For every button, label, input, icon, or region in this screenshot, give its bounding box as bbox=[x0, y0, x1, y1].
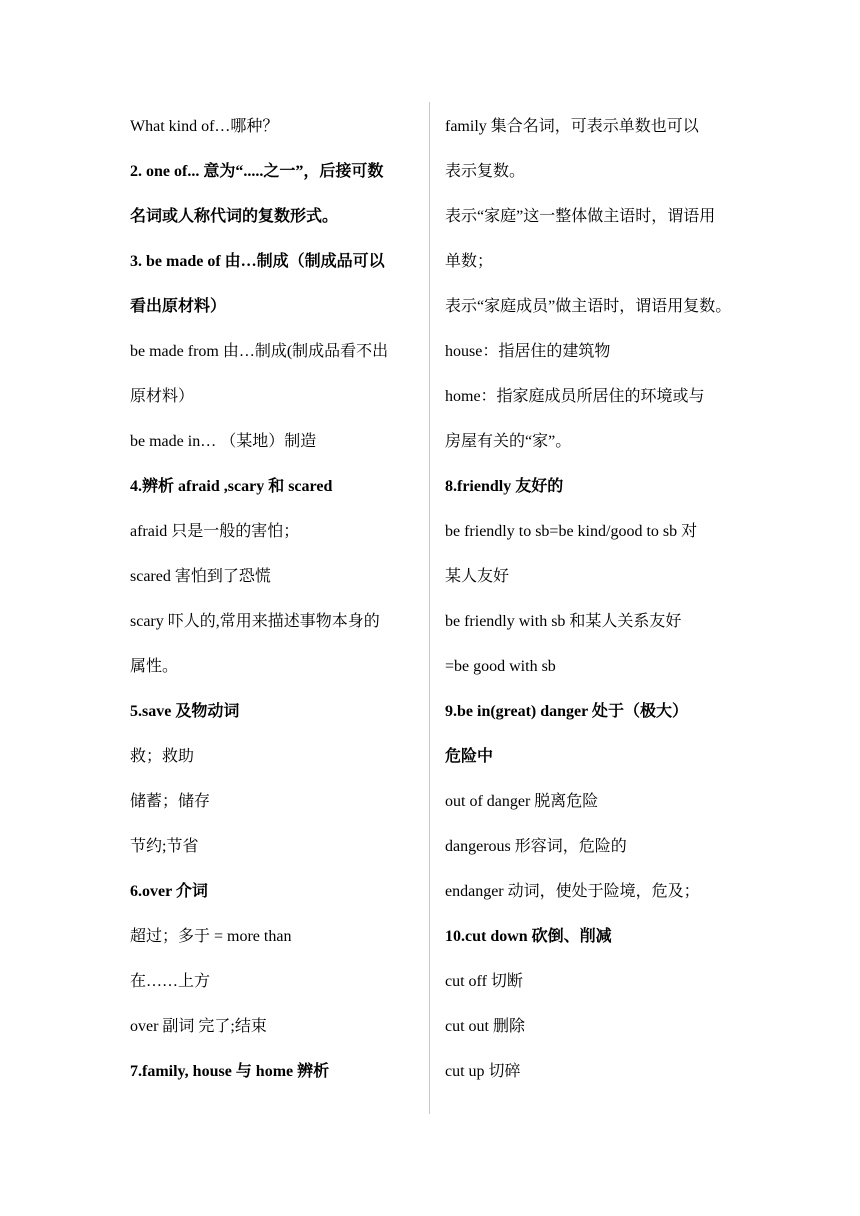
text-line: 超过；多于 = more than bbox=[130, 928, 292, 945]
text-line: 表示复数。 bbox=[445, 163, 526, 180]
left-column bbox=[130, 104, 422, 1094]
section-heading-line: 2. one of... 意为“.....之一”，后接可数 bbox=[130, 163, 384, 180]
text-line: What kind of…哪种？ bbox=[130, 118, 279, 135]
text-line: scary 吓人的,常用来描述事物本身的 bbox=[130, 613, 380, 630]
section-heading-line: 4.辨析 afraid ,scary 和 scared bbox=[130, 478, 333, 495]
right-column bbox=[445, 104, 745, 1094]
text-line: over 副词 完了;结束 bbox=[130, 1018, 267, 1035]
text-line: 节约;节省 bbox=[130, 838, 199, 855]
section-heading-line: 8.friendly 友好的 bbox=[445, 478, 564, 495]
text-line: be friendly to sb=be kind/good to sb 对 bbox=[445, 523, 698, 540]
text-line: 某人友好 bbox=[445, 568, 510, 585]
column-divider bbox=[429, 102, 430, 1114]
text-line: 在……上方 bbox=[130, 973, 211, 990]
text-line: 救；救助 bbox=[130, 748, 195, 765]
section-heading-line: 3. be made of 由…制成（制成品可以 bbox=[130, 253, 385, 270]
text-line: 原材料） bbox=[130, 388, 195, 405]
text-line: scared 害怕到了恐慌 bbox=[130, 568, 271, 585]
text-line: cut off 切断 bbox=[445, 973, 523, 990]
section-heading-line: 5.save 及物动词 bbox=[130, 703, 240, 720]
text-line: 单数； bbox=[445, 253, 494, 270]
text-line: =be good with sb bbox=[445, 658, 556, 675]
section-heading-line: 危险中 bbox=[445, 748, 494, 765]
text-line: be made in… （某地）制造 bbox=[130, 433, 317, 450]
text-line: 表示“家庭成员”做主语时，谓语用复数。 bbox=[445, 298, 732, 315]
text-line: be friendly with sb 和某人关系友好 bbox=[445, 613, 682, 630]
text-line: family 集合名词，可表示单数也可以 bbox=[445, 118, 699, 135]
text-line: house：指居住的建筑物 bbox=[445, 343, 611, 360]
section-heading-line: 10.cut down 砍倒、削减 bbox=[445, 928, 612, 945]
section-heading-line: 6.over 介词 bbox=[130, 883, 208, 900]
text-line: home：指家庭成员所居住的环境或与 bbox=[445, 388, 705, 405]
text-line: 表示“家庭”这一整体做主语时，谓语用 bbox=[445, 208, 716, 225]
text-line: afraid 只是一般的害怕； bbox=[130, 523, 300, 540]
text-line: 属性。 bbox=[130, 658, 179, 675]
section-heading-line: 名词或人称代词的复数形式。 bbox=[130, 208, 339, 225]
section-heading-line: 9.be in(great) danger 处于（极大） bbox=[445, 703, 688, 720]
text-line: cut up 切碎 bbox=[445, 1063, 521, 1080]
text-line: 房屋有关的“家”。 bbox=[445, 433, 572, 450]
text-line: 储蓄；储存 bbox=[130, 793, 211, 810]
text-line: cut out 删除 bbox=[445, 1018, 525, 1035]
section-heading-line: 看出原材料） bbox=[130, 298, 227, 315]
text-line: out of danger 脱离危险 bbox=[445, 793, 599, 810]
text-line: be made from 由…制成(制成品看不出 bbox=[130, 343, 389, 360]
section-heading-line: 7.family, house 与 home 辨析 bbox=[130, 1063, 330, 1080]
text-line: dangerous 形容词，危险的 bbox=[445, 838, 627, 855]
text-line: endanger 动词，使处于险境，危及； bbox=[445, 883, 700, 900]
